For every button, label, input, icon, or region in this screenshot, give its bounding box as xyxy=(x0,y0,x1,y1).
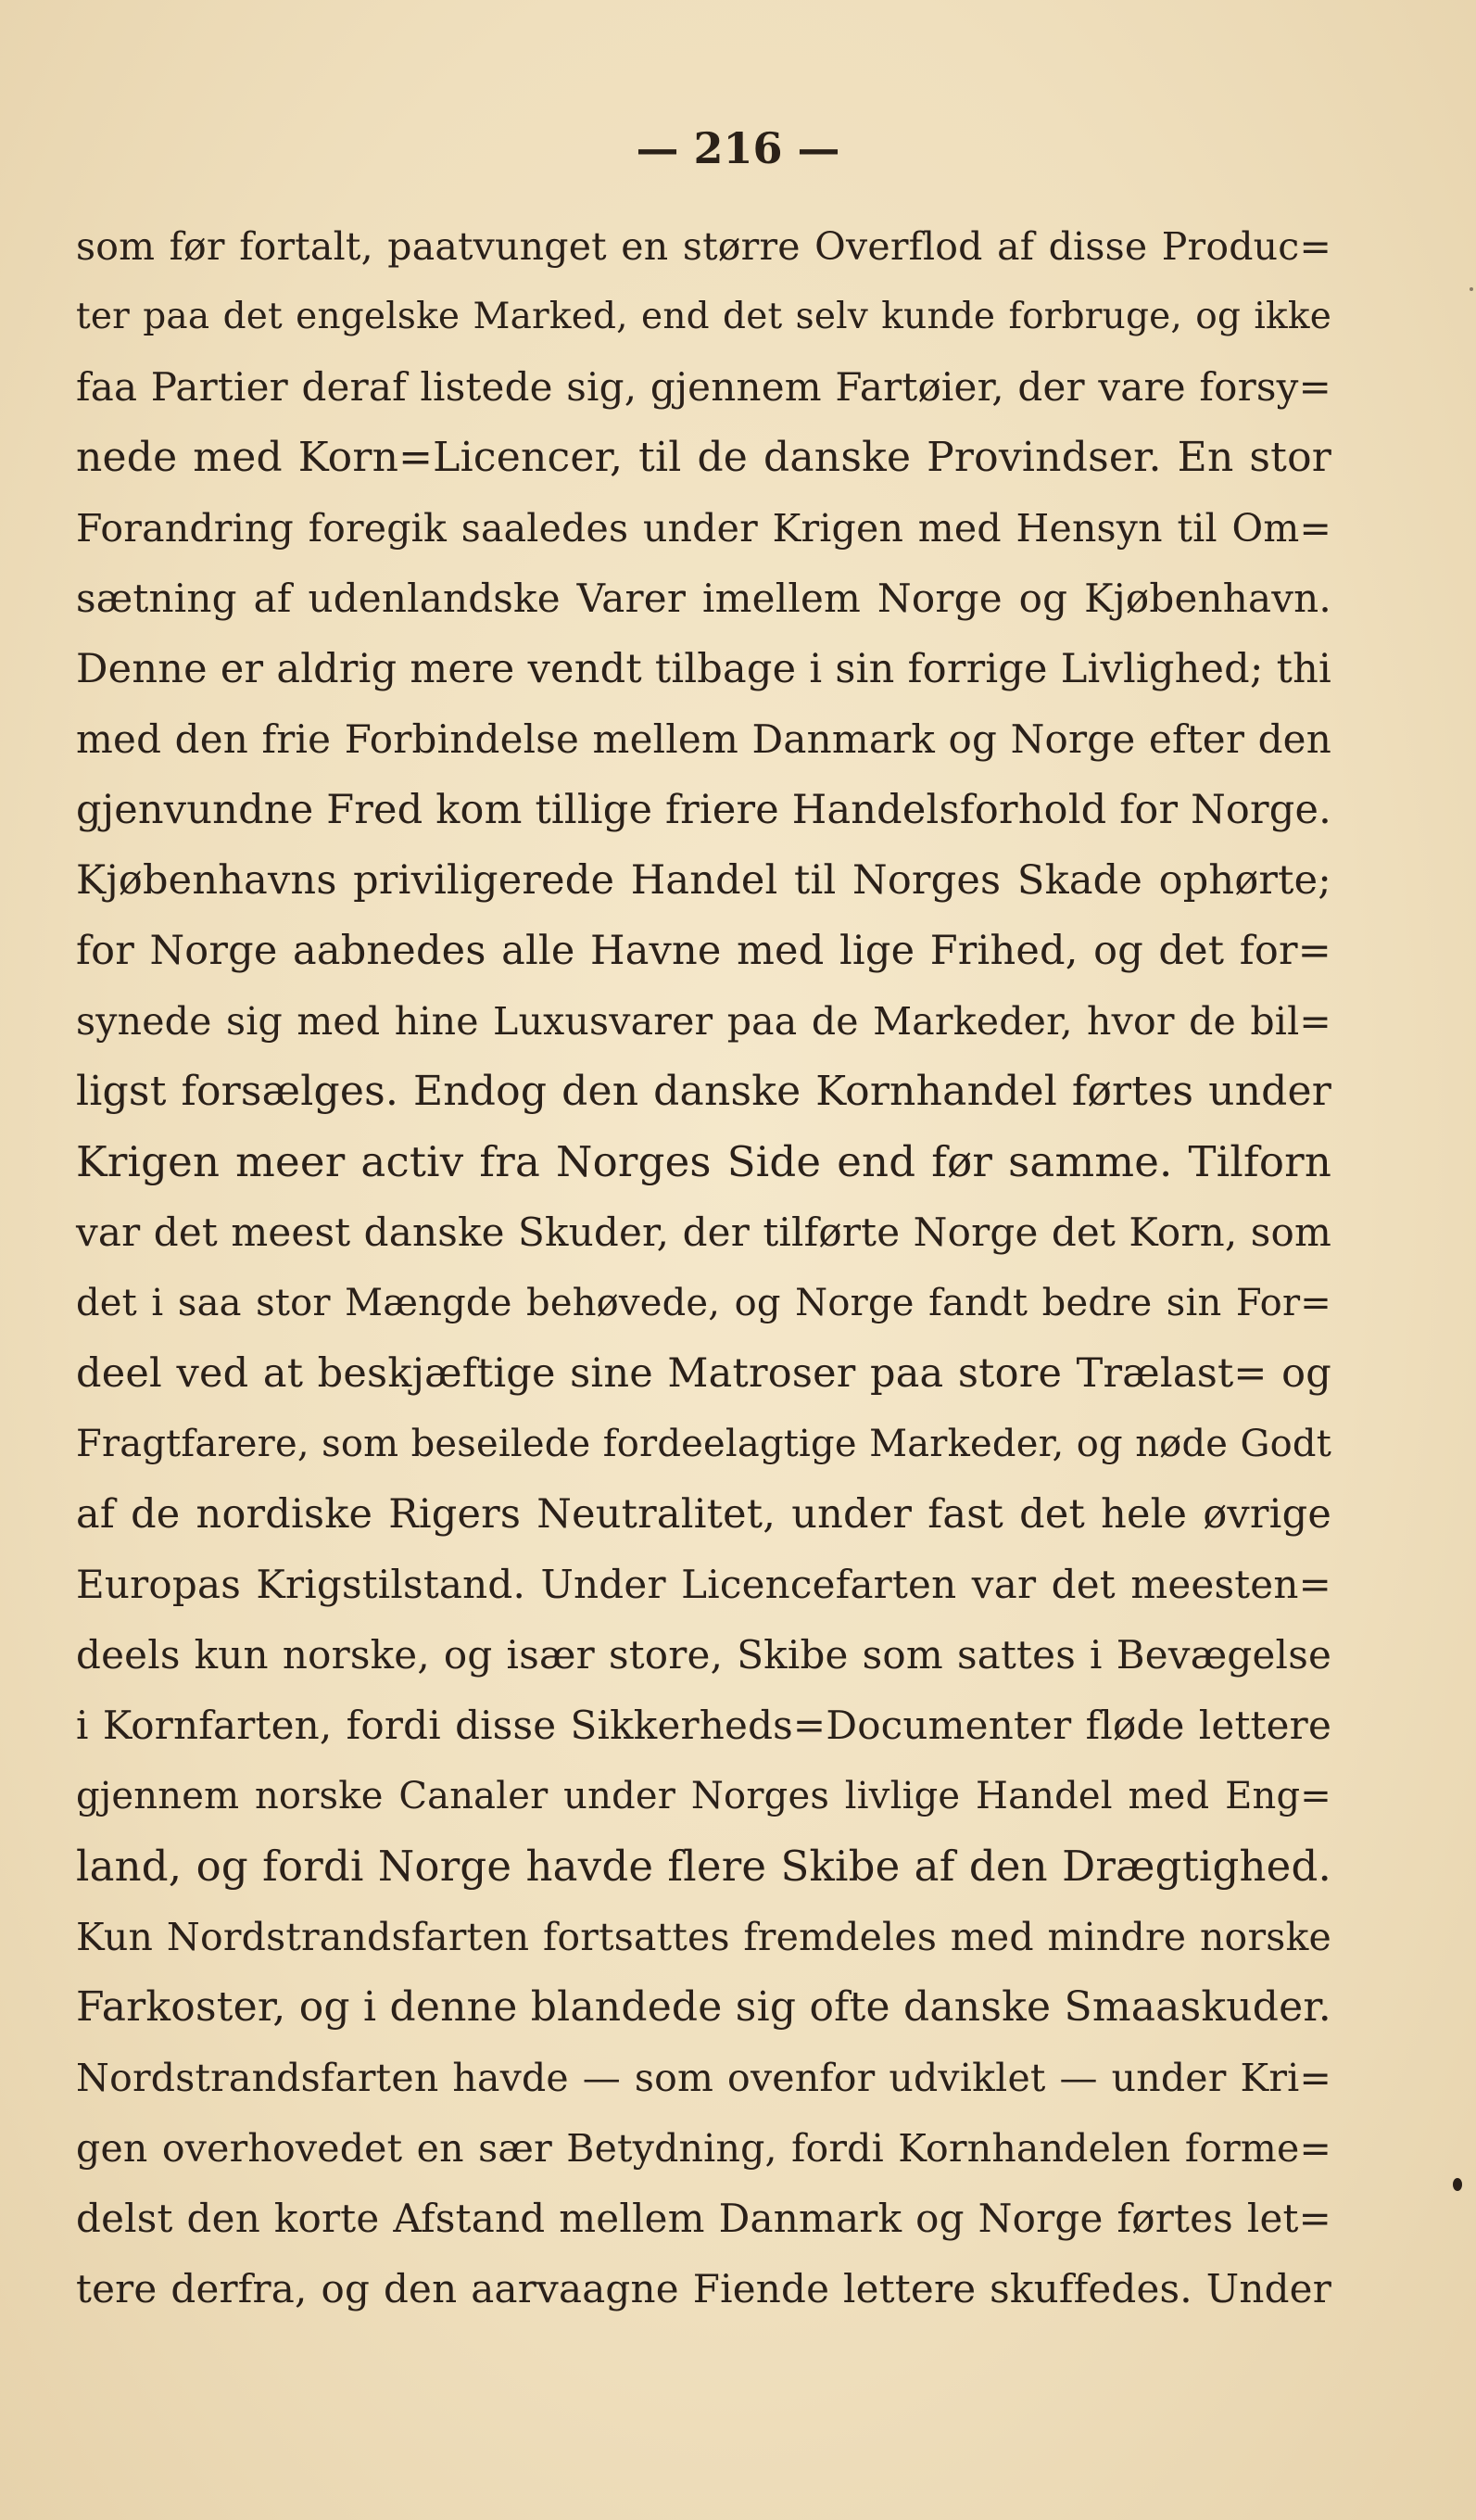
text-line: Forandring foregik saaledes under Krigen med Hensyn til Om= xyxy=(76,506,1331,551)
text-line: Fragtfarere, som beseilede fordeelagtige Markeder, og nøde Godt xyxy=(76,1423,1331,1465)
text-line: synede sig med hine Luxusvarer paa de Markeder, hvor de bil= xyxy=(76,999,1331,1044)
text-line: for Norge aabnedes alle Havne med lige Frihed, og det for= xyxy=(76,928,1331,974)
ink-speck xyxy=(1470,287,1473,291)
text-line: land, og fordi Norge havde flere Skibe af den Drægtighed. xyxy=(76,1842,1331,1891)
text-line: det i saa stor Mængde behøvede, og Norge fandt bedre sin For= xyxy=(76,1282,1331,1324)
text-line: Europas Krigstilstand. Under Licencefarten var det meesten= xyxy=(76,1562,1331,1607)
text-line: af de nordiske Rigers Neutralitet, under fast det hele øvrige xyxy=(76,1491,1331,1538)
text-line: var det meest danske Skuder, der tilførte Norge det Korn, som xyxy=(76,1209,1331,1255)
text-line: Kun Nordstrandsfarten fortsattes fremdeles med mindre norske xyxy=(76,1915,1331,1959)
text-line: gjennem norske Canaler under Norges livlige Handel med Eng= xyxy=(76,1775,1331,1817)
text-line: med den frie Forbindelse mellem Danmark og Norge efter den xyxy=(76,716,1331,762)
text-line: ter paa det engelske Marked, end det selv kunde forbruge, og ikke xyxy=(76,296,1331,337)
text-line: Denne er aldrig mere vendt tilbage i sin forrige Livlighed; thi xyxy=(76,646,1331,692)
ink-speck xyxy=(1453,2178,1462,2191)
text-line: som før fortalt, paatvunget en større Overflod af disse Produc= xyxy=(76,224,1331,269)
text-line: nede med Korn=Licencer, til de danske Provindser. En stor xyxy=(76,434,1331,481)
text-line: faa Partier deraf listede sig, gjennem Fartøier, der vare forsy= xyxy=(76,364,1331,410)
text-line: i Kornfarten, fordi disse Sikkerheds=Documenter fløde lettere xyxy=(76,1703,1331,1748)
text-line: Farkoster, og i denne blandede sig ofte danske Smaaskuder. xyxy=(76,1983,1331,2031)
text-line: tere derfra, og den aarvaagne Fiende lettere skuffedes. Under xyxy=(76,2266,1331,2311)
text-line: ligst forsælges. Endog den danske Kornhandel førtes under xyxy=(76,1068,1331,1115)
text-line: sætning af udenlandske Varer imellem Norge og Kjøbenhavn. xyxy=(76,576,1331,621)
text-line: deel ved at beskjæftige sine Matroser paa store Trælast= og xyxy=(76,1350,1331,1397)
text-line: gen overhovedet en sær Betydning, fordi Kornhandelen forme= xyxy=(76,2126,1331,2171)
text-line: delst den korte Afstand mellem Danmark og Norge førtes let= xyxy=(76,2196,1331,2241)
text-line: Krigen meer activ fra Norges Side end før samme. Tilforn xyxy=(76,1137,1331,1186)
text-line: Nordstrandsfarten havde — som ovenfor udviklet — under Kri= xyxy=(76,2056,1331,2100)
text-line: Kjøbenhavns priviligerede Handel til Norges Skade ophørte; xyxy=(76,857,1331,904)
text-line: deels kun norske, og især store, Skibe som sattes i Bevægelse xyxy=(76,1632,1331,1678)
body-text xyxy=(76,211,1331,2324)
page-number: — 216 — xyxy=(636,123,840,173)
text-line: gjenvundne Fred kom tillige friere Handelsforhold for Norge. xyxy=(76,787,1331,833)
